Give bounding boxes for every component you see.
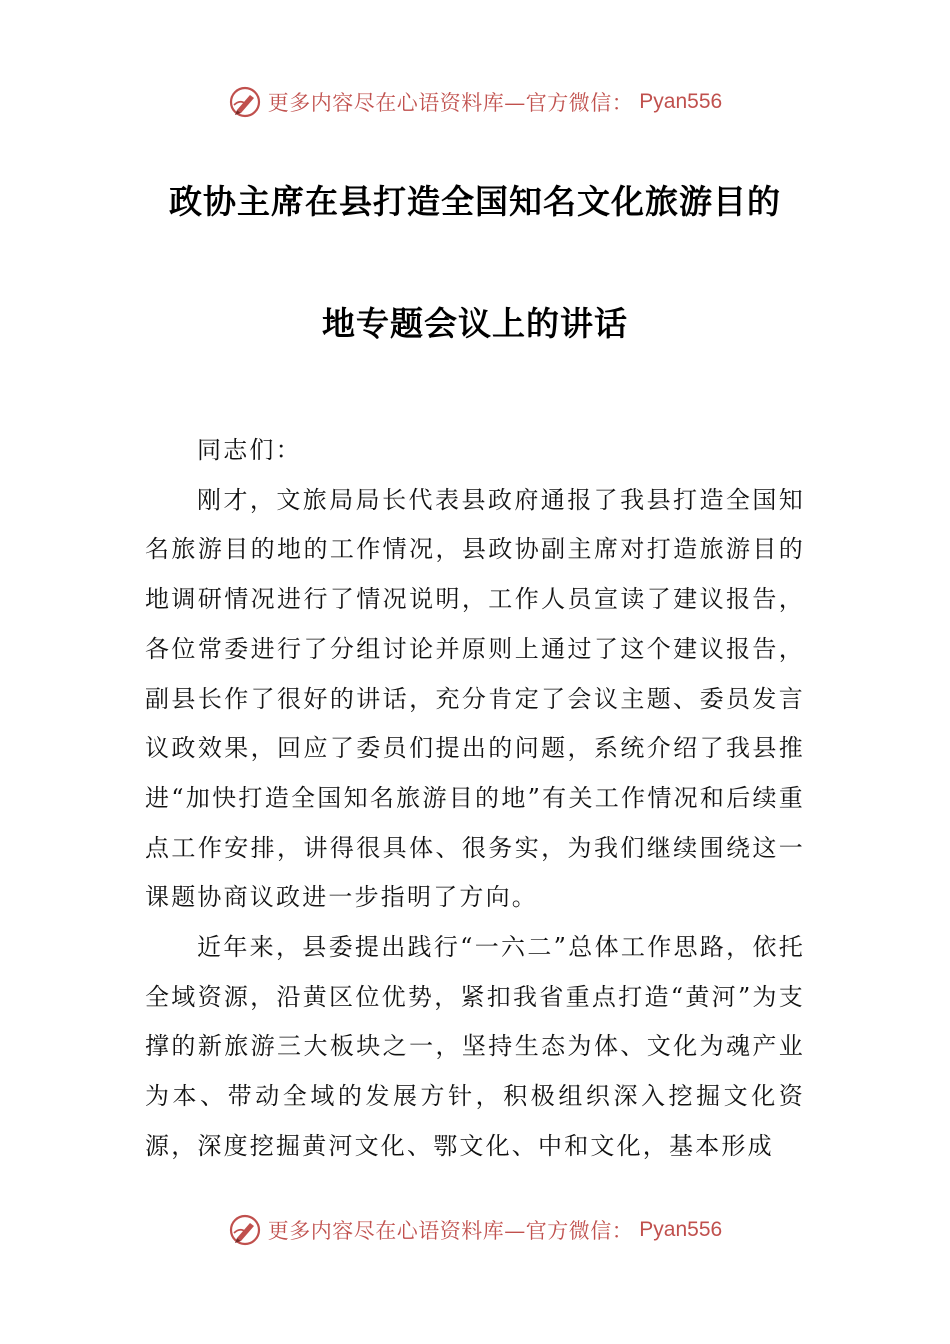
- wechat-id: Pyan556: [639, 90, 723, 113]
- watermark-text: 更多内容尽在心语资料库—官方微信：: [267, 1219, 634, 1243]
- header-watermark-banner: [0, 80, 950, 124]
- pen-logo-icon: [228, 1213, 262, 1247]
- body-paragraph-1: 刚才，文旅局局长代表县政府通报了我县打造全国知名旅游目的地的工作情况，县政协副主席对打造旅游目的地调研情况进行了情况说明，工作人员宣读了建议报告，各位常委进行了分组讨论并原则上通过了这个建议报告，副县长作了很好的讲话，充分肯定了会议主题、委员发言议政效果，回应了委员们提出的问题，系统介绍了我县推进“加快打造全国知名旅游目的地”有关工作情况和后续重点工作安排，讲得很具体、很务实，为我们继续围绕这一课题协商议政进一步指明了方向。: [145, 485, 805, 912]
- footer-watermark-banner: [0, 1208, 950, 1252]
- pen-logo-icon: [228, 85, 262, 119]
- document-title-line-2: 地专题会议上的讲话: [322, 304, 628, 343]
- watermark-text: 更多内容尽在心语资料库—官方微信：: [267, 91, 634, 115]
- wechat-id: Pyan556: [639, 1218, 723, 1241]
- salutation: 同志们：: [197, 436, 302, 464]
- body-paragraph-2: 近年来，县委提出践行“一六二”总体工作思路，依托全域资源，沿黄区位优势，紧扣我省重点打造“黄河”为支撑的新旅游三大板块之一，坚持生态为体、文化为魂产业为本、带动全域的发展方针，积极组织深入挖掘文化资源，深度挖掘黄河文化、鄂文化、中和文化，基本形成: [145, 933, 805, 1160]
- document-title-line-1: 政协主席在县打造全国知名文化旅游目的: [169, 182, 781, 221]
- document-body: [145, 426, 805, 1172]
